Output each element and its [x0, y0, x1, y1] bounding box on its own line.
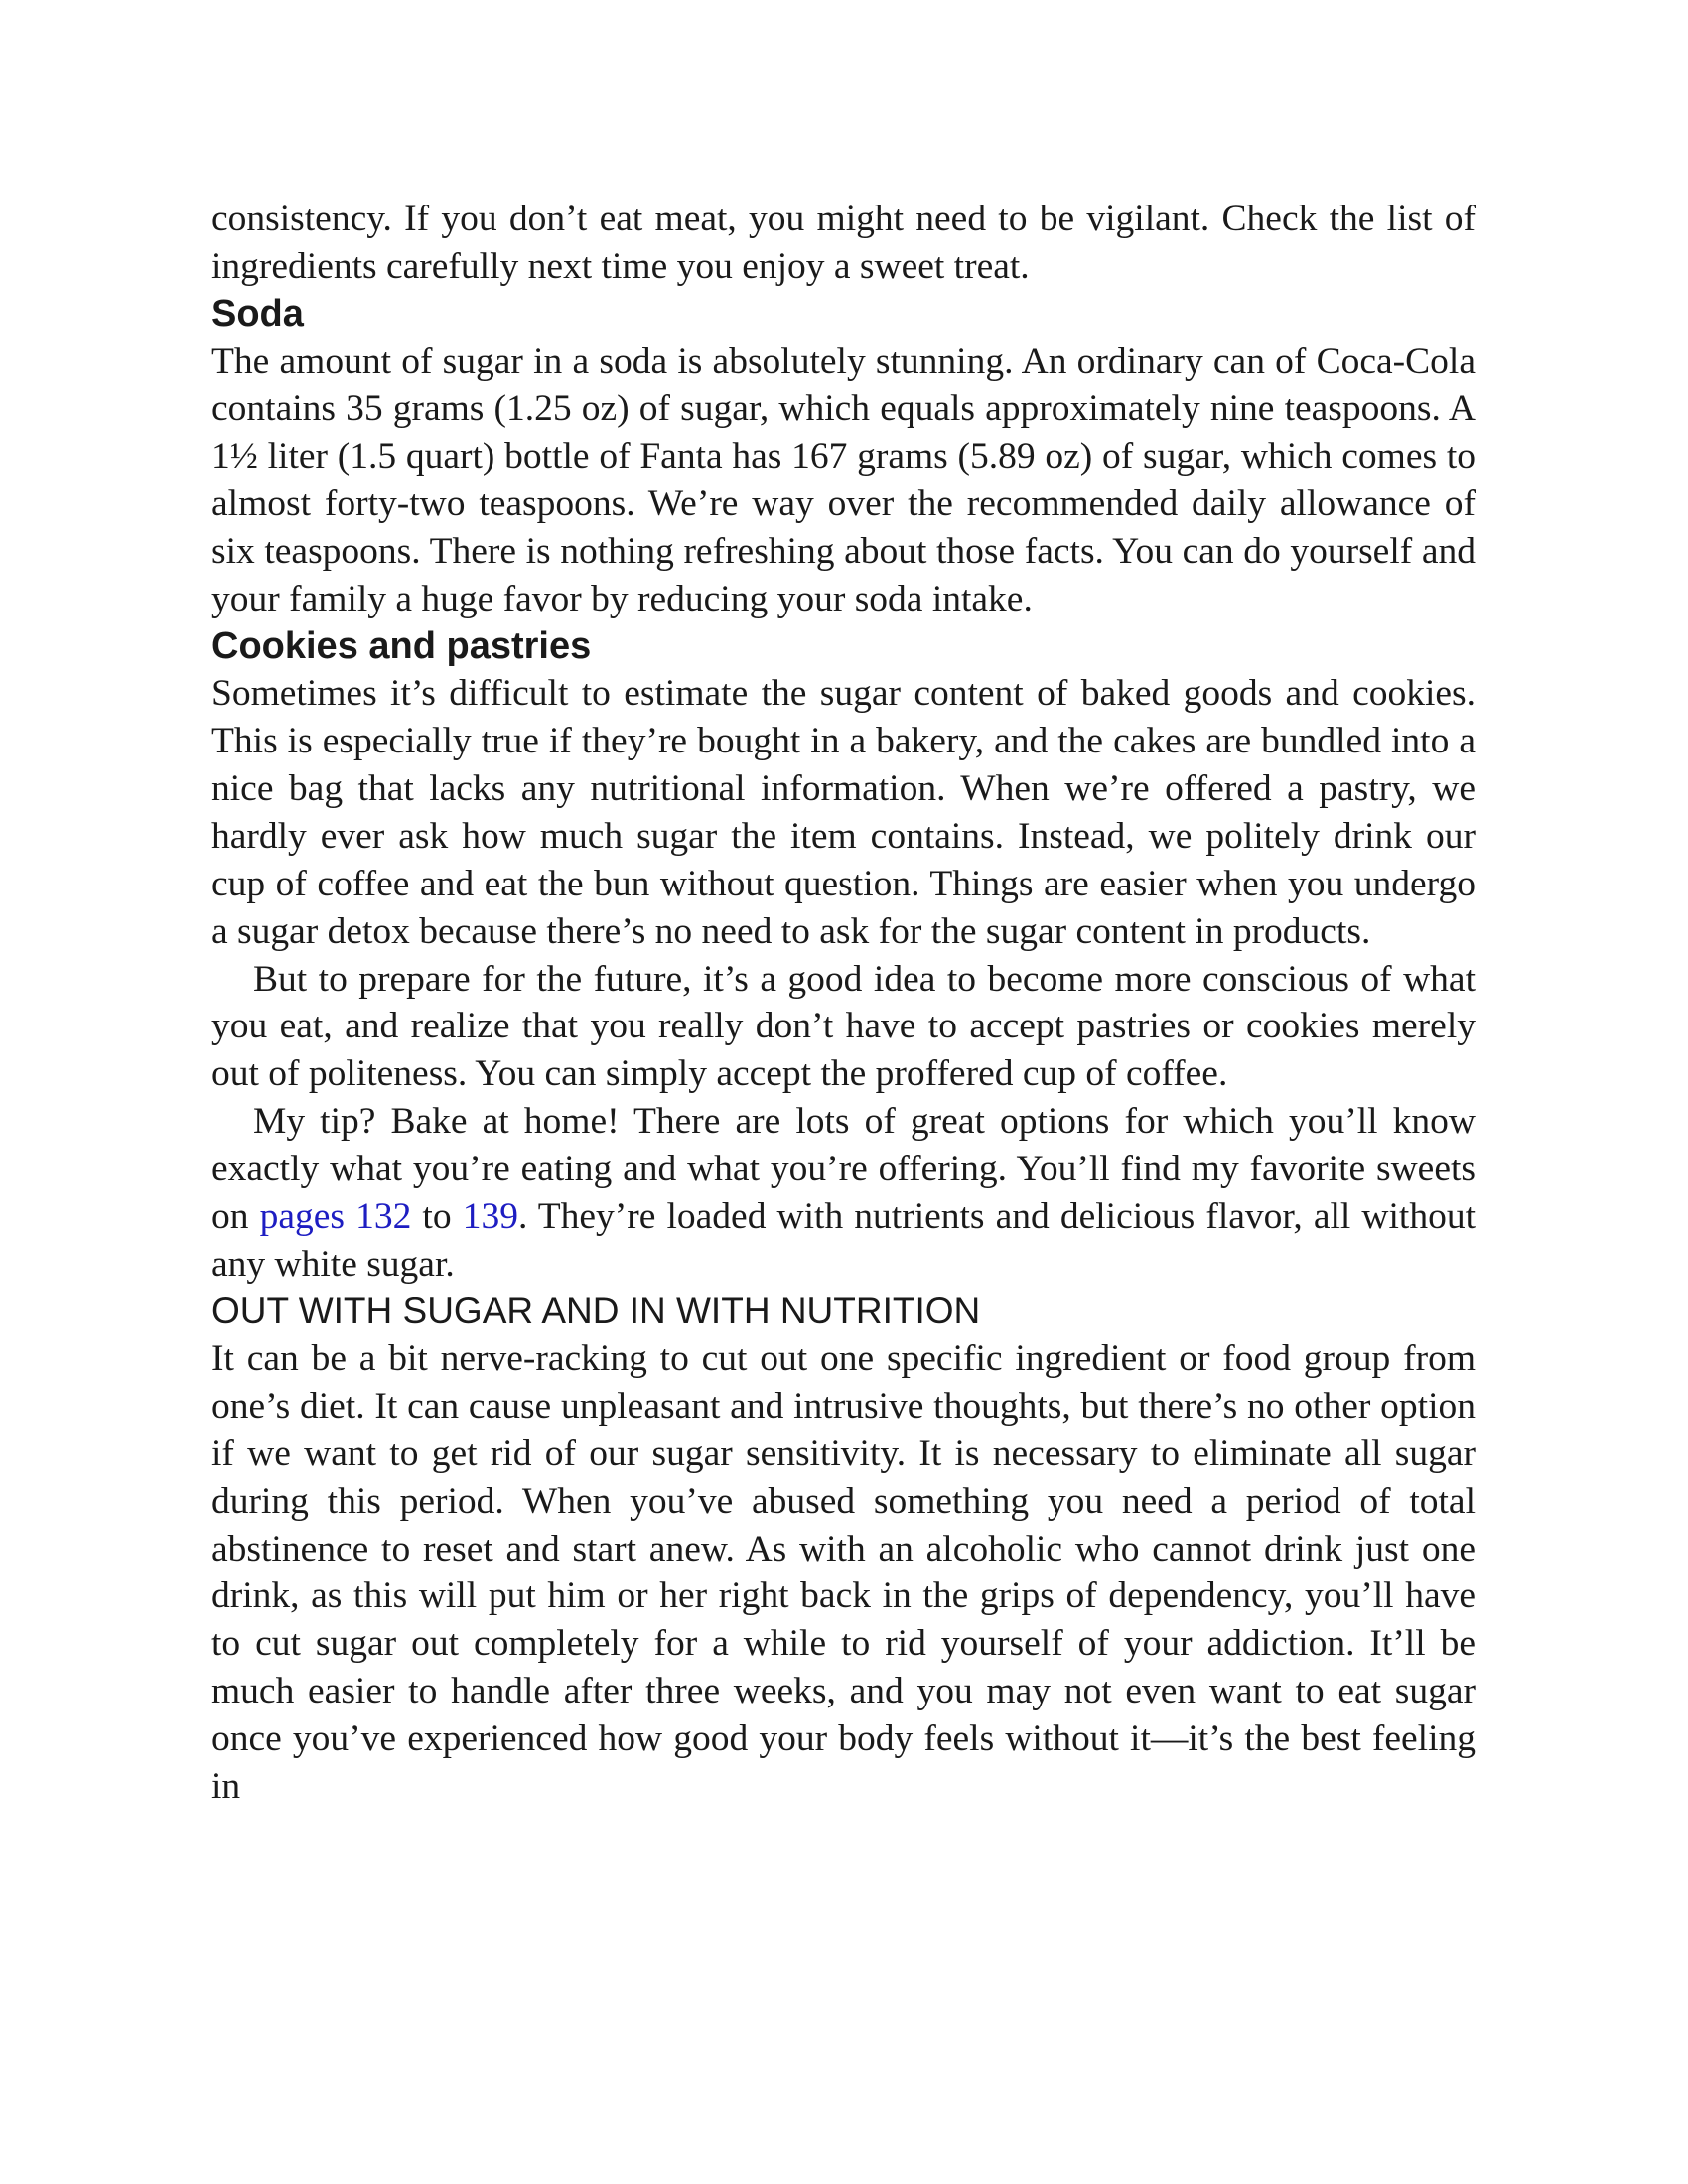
tip-text-after: . They’re loaded with nutrients and delicious flavor, all without any white sugar.: [211, 1195, 1476, 1285]
tip-text-before: My tip? Bake at home! There are lots of great options for which you’ll know exactly what you’re eating and what you’re offering. You’ll find my favorite sweets on: [211, 1101, 1476, 1237]
page-link-139[interactable]: 139: [462, 1195, 518, 1237]
page-link-132[interactable]: pages 132: [259, 1195, 412, 1237]
tip-text-between: to: [411, 1195, 463, 1237]
intro-paragraph: consistency. If you don’t eat meat, you might need to be vigilant. Check the list of ingredients carefully next time you enjoy a sweet treat.: [211, 199, 1476, 287]
nutrition-paragraph: It can be a bit nerve-racking to cut out one specific ingredient or food group from one’s diet. It can cause unpleasant and intrusive thoughts, but there’s no other option if we want to get rid of our sugar sensitivity. It is necessary to eliminate all sugar during this period. When you’ve abused something you need a period of total abstinence to reset and start anew. As with an alcoholic who cannot drink just one drink, as this will put him or her right back in the grips of dependency, you’ll have to cut sugar out completely for a while to rid yourself of your addiction. It’ll be much easier to handle after three weeks, and you may not even want to eat sugar once you’ve experienced how good your body feels without it—it’s the best feeling in: [211, 1338, 1476, 1807]
cookies-heading: Cookies and pastries: [211, 624, 592, 667]
cookies-paragraph-1: Sometimes it’s difficult to estimate the sugar content of baked goods and cookies. This is especially true if they’re bought in a bakery, and the cakes are bundled into a nice bag that lacks any nutritional information. When we’re offered a pastry, we hardly ever ask how much sugar the item contains. Instead, we politely drink our cup of coffee and eat the bun without question. Things are easier when you undergo a sugar detox because there’s no need to ask for the sugar content in products.: [211, 673, 1476, 952]
cookies-paragraph-3: [211, 1098, 1476, 1288]
cookies-paragraph-2: But to prepare for the future, it’s a good idea to become more conscious of what you eat, and realize that you really don’t have to accept pastries or cookies merely out of politeness. You can simply accept the proffered cup of coffee.: [211, 958, 1476, 1095]
soda-paragraph: The amount of sugar in a soda is absolutely stunning. An ordinary can of Coca-Cola contains 35 grams (1.25 oz) of sugar, which equals approximately nine teaspoons. A 1½ liter (1.5 quart) bottle of Fanta has 167 grams (5.89 oz) of sugar, which comes to almost forty-two teaspoons. We’re way over the recommended daily allowance of six teaspoons. There is nothing refreshing about those facts. You can do yourself and your family a huge favor by reducing your soda intake.: [211, 341, 1476, 619]
nutrition-heading: OUT WITH SUGAR AND IN WITH NUTRITION: [211, 1291, 981, 1332]
soda-heading: Soda: [211, 292, 304, 335]
book-page: [211, 196, 1476, 1811]
